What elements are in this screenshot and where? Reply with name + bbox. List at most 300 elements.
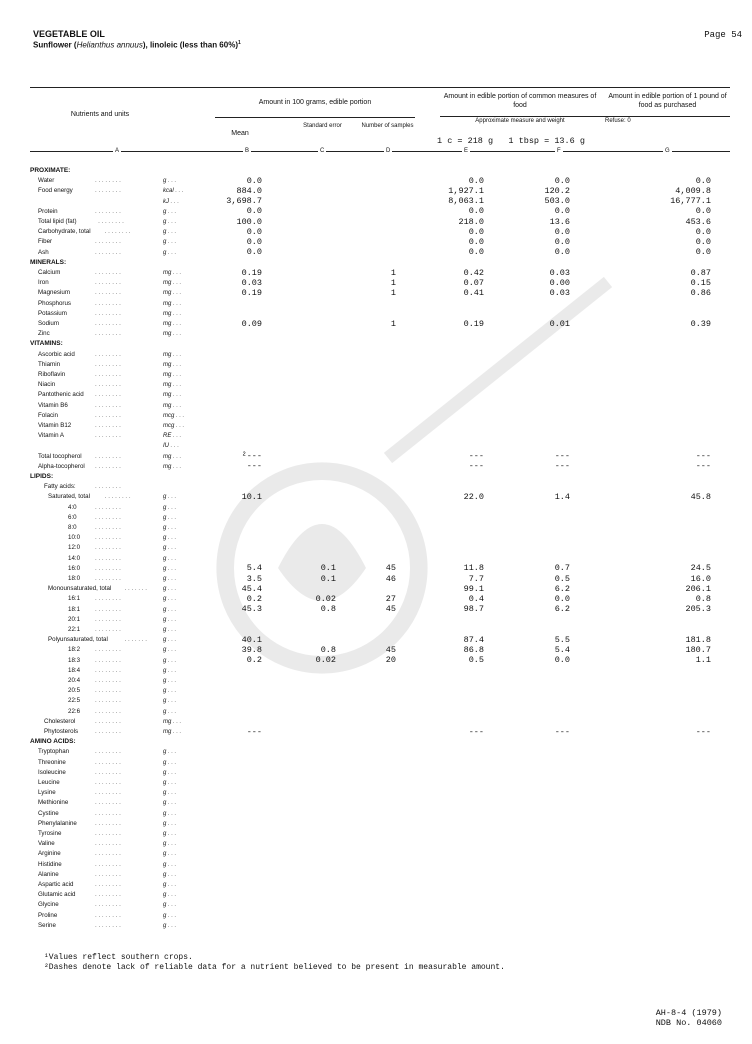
leader-dots: . . . . . . . . [95, 656, 121, 664]
unit-label: g . . . [163, 667, 177, 674]
cell-e: 0.4 [468, 593, 484, 604]
unit-label: g . . . [163, 535, 177, 542]
leader-dots: . . . . . . . . [95, 697, 121, 705]
cell-c: 0.02 [315, 593, 336, 604]
unit-label: g . . . [163, 769, 177, 776]
nutrient-label: 8:0 [68, 524, 77, 531]
unit-label: g . . . [163, 647, 177, 654]
nutrient-label: 14:0 [68, 554, 81, 562]
leader-dots: . . . . . . . . [95, 381, 121, 389]
nutrient-label: 16:0 [68, 564, 81, 572]
unit-label: g . . . [163, 219, 177, 225]
section-heading: VITAMINS: [30, 340, 63, 348]
cell-e: 8,063.1 [448, 196, 484, 207]
leader-dots: . . . . . . . . [95, 187, 121, 195]
cell-d: 20 [385, 655, 396, 666]
cell-e: 7.7 [468, 573, 484, 584]
leader-dots: . . . . . . . . [95, 564, 121, 572]
section-heading: LIPIDS: [30, 473, 54, 480]
cell-g: 0.0 [695, 206, 711, 217]
unit-label: g . . . [163, 586, 177, 593]
unit-label: g . . . [163, 871, 177, 878]
cell-e: 99.1 [463, 583, 484, 594]
unit-label: g . . . [163, 249, 177, 256]
leader-dots: . . . . . . . . [95, 768, 121, 776]
nutrient-label: Total lipid (fat) [38, 218, 77, 225]
nutrient-label: Ascorbic acid [38, 350, 75, 358]
nutrient-label: Calcium [38, 269, 61, 276]
cell-f: 13.6 [549, 216, 570, 227]
cell-e: --- [468, 726, 484, 737]
cell-e: --- [468, 451, 484, 462]
unit-label: g . . . [163, 749, 177, 756]
cell-f: 0.0 [554, 593, 570, 604]
leader-dots: . . . . . . . . [95, 646, 121, 654]
nutrient-label: Glutamic acid [38, 891, 76, 899]
cell-e: 218.0 [458, 216, 484, 227]
nutrient-label: Tryptophan [38, 748, 70, 756]
publication-stamp [656, 1008, 722, 1028]
leader-dots: . . . . . . . . [95, 177, 121, 185]
leader-dots: . . . . . . . . [95, 524, 121, 531]
leader-dots: . . . . . . . . [95, 799, 121, 807]
unit-label: g . . . [163, 790, 177, 797]
unit-label: g . . . [163, 208, 177, 215]
page-number: Page 54 [704, 30, 742, 40]
leader-dots: . . . . . . . . [95, 534, 121, 542]
cell-mean: 100.0 [236, 216, 262, 227]
cell-mean: 40.1 [241, 634, 262, 645]
cell-mean: 0.19 [241, 287, 262, 298]
leader-dots: . . . . . . . . [95, 207, 121, 215]
document-title: VEGETABLE OIL [33, 29, 105, 39]
leader-dots: . . . . . . . . [95, 789, 121, 797]
nutrient-label: Glycine [38, 901, 59, 909]
nutrient-label: Pantothenic acid [38, 391, 84, 399]
cell-d: 45 [385, 604, 396, 615]
nutrient-label: Arginine [38, 850, 61, 858]
cell-e: 1,927.1 [448, 185, 484, 196]
leader-dots: . . . . . . . . [95, 513, 121, 521]
cell-mean: 0.2 [246, 655, 262, 666]
cell-e: 0.0 [468, 247, 484, 258]
leader-dots: . . . . . . . . [95, 320, 121, 327]
cell-f: 6.2 [554, 583, 570, 594]
unit-label: mg . . . [163, 270, 182, 276]
unit-label: g . . . [163, 494, 177, 501]
column-header-number-of-samples: Number of samples [361, 123, 414, 129]
nutrient-label: Fiber [38, 238, 53, 246]
nutrient-label: 18:0 [68, 575, 81, 582]
nutrient-label: 4:0 [68, 503, 77, 511]
cell-mean: 0.0 [246, 247, 262, 258]
cell-g: 205.3 [685, 604, 711, 615]
unit-label: kcal . . . [163, 188, 184, 195]
footnote-ref: 1 [237, 40, 241, 46]
cell-g: 0.8 [695, 593, 711, 604]
nutrient-label: Polyunsaturated, total [48, 636, 108, 644]
unit-label: g . . . [163, 800, 177, 807]
nutrient-label: 18:1 [68, 605, 81, 613]
unit-label: mg . . . [163, 453, 182, 460]
nutrient-label: Sodium [38, 320, 59, 327]
cell-mean: 0.19 [241, 267, 262, 278]
cell-f: --- [554, 461, 570, 472]
column-header-approx-measure: Approximate measure and weight [475, 118, 565, 124]
cell-f: 0.03 [549, 267, 570, 278]
column-letter-e: E [464, 148, 469, 154]
nutrient-label: Vitamin A [38, 432, 65, 440]
leader-dots: . . . . . . . . [95, 411, 121, 419]
nutrient-label: Fatty acids: [44, 483, 76, 491]
unit-label: mg . . . [163, 361, 182, 368]
header-top-rule [30, 87, 730, 88]
cell-d: 45 [385, 563, 396, 574]
leader-dots: . . . . . . . . [95, 452, 121, 460]
nutrient-label: Folacin [38, 411, 58, 419]
leader-dots: . . . . . . . . [95, 840, 121, 848]
unit-label: g . . . [163, 616, 177, 623]
nutrient-label: Ash [38, 248, 49, 256]
column-letter-a: A [115, 148, 120, 154]
unit-label: g . . . [163, 545, 177, 552]
unit-label: mg . . . [163, 300, 182, 307]
unit-label: mg . . . [163, 463, 182, 470]
cell-mean: 0.0 [246, 236, 262, 247]
nutrient-label: 22:6 [68, 707, 81, 715]
unit-label: mg . . . [163, 382, 182, 389]
unit-label: mg . . . [163, 331, 182, 338]
cell-f: 1.4 [554, 491, 570, 502]
leader-dots: . . . . . . . . [95, 615, 121, 623]
cell-e: 0.0 [468, 175, 484, 186]
unit-label: g . . . [163, 525, 177, 531]
cell-e: --- [468, 461, 484, 472]
nutrient-label: Protein [38, 207, 58, 215]
unit-label: mcg . . . [163, 412, 185, 419]
nutrient-label: Saturated, total [48, 493, 90, 501]
unit-label: g . . . [163, 810, 177, 817]
nutrient-label: Vitamin B12 [38, 422, 72, 429]
leader-dots: . . . . . . . . [95, 279, 121, 287]
cell-d: 1 [390, 287, 396, 298]
leader-dots: . . . . . . . . [95, 911, 121, 919]
leader-dots: . . . . . . . . [95, 819, 121, 827]
leader-dots: . . . . . . . . [95, 809, 121, 817]
cell-e: 0.0 [468, 226, 484, 237]
cell-c: 0.8 [320, 644, 336, 655]
cell-mean: ²--- [241, 451, 262, 462]
nutrient-label: Cystine [38, 809, 59, 817]
column-letter-c: C [320, 148, 325, 154]
leader-dots: . . . . . . . . [104, 493, 131, 501]
leader-dots: . . . . . . . . [95, 850, 121, 858]
cell-g: 206.1 [685, 583, 711, 594]
cell-e: 0.42 [463, 267, 484, 278]
leader-dots: . . . . . . . [124, 636, 147, 644]
cell-e: 0.41 [463, 287, 484, 298]
nutrient-label: Isoleucine [38, 768, 66, 776]
unit-label: g . . . [163, 912, 177, 919]
footnote-2: ²Dashes denote lack of reliable data for a nutrient believed to be present in measurable amount. [44, 963, 505, 972]
unit-label: g . . . [163, 657, 177, 664]
cell-f: 120.2 [544, 185, 570, 196]
cell-f: 503.0 [544, 196, 570, 207]
leader-dots: . . . . . . . . [95, 432, 121, 440]
unit-label: mg . . . [163, 280, 182, 287]
leader-dots: . . . . . . . . [95, 626, 121, 633]
cell-c: 0.02 [315, 655, 336, 666]
nutrient-label: 6:0 [68, 513, 77, 521]
unit-label: g . . . [163, 922, 177, 929]
cell-mean: 39.8 [241, 644, 262, 655]
common-measures-rule [440, 116, 730, 117]
nutrient-label: Tyrosine [38, 830, 62, 837]
cell-g: 45.8 [690, 491, 711, 502]
nutrient-label: Iron [38, 279, 49, 287]
cell-c: 0.1 [320, 563, 336, 574]
cell-g: 0.86 [690, 287, 711, 298]
cell-g: 16,777.1 [670, 196, 711, 207]
unit-label: g . . . [163, 229, 177, 236]
cell-g: --- [695, 726, 711, 737]
column-header-standard-error: Standard error [303, 123, 342, 129]
leader-dots: . . . . . . . . [95, 238, 121, 246]
unit-label: g . . . [163, 698, 177, 705]
nutrient-label: Phytosterols [44, 728, 79, 735]
leader-dots: . . . . . . . . [95, 269, 121, 276]
cell-g: 0.15 [690, 277, 711, 288]
section-heading: MINERALS: [30, 258, 67, 266]
nutrient-label: Serine [38, 921, 56, 929]
unit-label: g . . . [163, 606, 177, 613]
unit-label: mg . . . [163, 372, 182, 378]
leader-dots: . . . . . . . . [95, 391, 121, 399]
cell-f: 0.01 [549, 318, 570, 329]
cell-mean: 0.2 [246, 593, 262, 604]
unit-label: RE . . . [163, 433, 182, 440]
unit-label: g . . . [163, 892, 177, 899]
cell-f: 0.00 [549, 277, 570, 288]
cell-f: --- [554, 726, 570, 737]
cell-g: 0.0 [695, 247, 711, 258]
cell-g: --- [695, 451, 711, 462]
cell-e: 11.8 [463, 563, 484, 574]
cell-f: 0.0 [554, 236, 570, 247]
leader-dots: . . . . . . . . [95, 758, 121, 766]
leader-dots: . . . . . . . . [95, 921, 121, 929]
cell-c: 0.1 [320, 573, 336, 584]
cell-mean: 884.0 [236, 185, 262, 196]
cell-f: 0.7 [554, 563, 570, 574]
leader-dots: . . . . . . . . [95, 881, 121, 888]
leader-dots: . . . . . . . . [95, 728, 121, 735]
cell-g: 1.1 [695, 655, 711, 666]
cell-g: 0.0 [695, 236, 711, 247]
leader-dots: . . . . . . . . [95, 422, 121, 429]
cell-f: 6.2 [554, 604, 570, 615]
column-letter-d: D [386, 148, 391, 154]
column-letter-f: F [557, 148, 561, 154]
unit-label: g . . . [163, 627, 177, 633]
nutrient-label: Methionine [38, 799, 69, 807]
cell-e: 0.5 [468, 655, 484, 666]
leader-dots: . . . . . . . . [95, 901, 121, 909]
cell-g: 0.0 [695, 175, 711, 186]
unit-label: IU . . . [163, 443, 180, 450]
cell-mean: --- [246, 461, 262, 472]
unit-label: mg . . . [163, 321, 182, 327]
cell-f: 0.03 [549, 287, 570, 298]
leader-dots: . . . . . . . . [95, 595, 121, 603]
leader-dots: . . . . . . . . [95, 687, 121, 695]
column-header-per-pound: Amount in edible portion of 1 pound of food as purchased [608, 93, 727, 109]
cell-d: 1 [390, 318, 396, 329]
cell-f: 0.5 [554, 573, 570, 584]
nutrient-label: Vitamin B6 [38, 401, 68, 409]
cell-mean: 10.1 [241, 491, 262, 502]
cell-mean: 45.3 [241, 604, 262, 615]
publication-code: AH-8-4 (1979) [655, 1008, 722, 1018]
nutrient-label: 10:0 [68, 534, 81, 542]
leader-dots: . . . . . . . . [95, 677, 121, 684]
leader-dots: . . . . . . . . [95, 605, 121, 613]
nutrient-label: Thiamin [38, 360, 61, 368]
unit-label: mcg . . . [163, 423, 185, 429]
nutrient-label: Aspartic acid [38, 881, 74, 888]
unit-label: kJ . . . [163, 198, 180, 205]
leader-dots: . . . . . . . . [95, 299, 121, 307]
nutrient-label: Cholesterol [44, 717, 76, 725]
unit-label: g . . . [163, 576, 177, 582]
nutrient-label: Total tocopherol [38, 452, 82, 460]
unit-label: g . . . [163, 882, 177, 888]
cell-mean: 5.4 [246, 563, 262, 574]
leader-dots: . . . . . . . . [95, 289, 121, 297]
nutrient-label: 20:4 [68, 677, 81, 684]
unit-label: g . . . [163, 678, 177, 684]
nutrient-label: Phosphorus [38, 299, 72, 307]
cell-g: 180.7 [685, 644, 711, 655]
unit-label: mg . . . [163, 392, 182, 399]
cell-g: 453.6 [685, 216, 711, 227]
leader-dots: . . . . . . . . [95, 544, 121, 552]
cell-e: 86.8 [463, 644, 484, 655]
nutrient-label: 18:4 [68, 666, 81, 674]
cell-d: 27 [385, 593, 396, 604]
footnote-1: ¹Values reflect southern crops. [44, 953, 193, 962]
leader-dots: . . . . . . . . [95, 330, 121, 338]
cell-e: 22.0 [463, 491, 484, 502]
leader-dots: . . . . . . . . [95, 779, 121, 786]
common-measure-weights: 1 c = 218 g 1 tbsp = 13.6 g [437, 136, 585, 146]
refuse-value: Refuse: 0 [605, 118, 631, 124]
column-header-mean: Mean [231, 130, 249, 137]
leader-dots: . . . . . . . . [95, 860, 121, 868]
nutrient-label: Threonine [38, 758, 66, 766]
section-heading: AMINO ACIDS: [30, 738, 76, 746]
cell-mean: --- [246, 726, 262, 737]
cell-g: 0.87 [690, 267, 711, 278]
cell-g: 0.0 [695, 226, 711, 237]
nutrient-label: Water [38, 177, 55, 185]
unit-label: g . . . [163, 504, 177, 511]
unit-label: g . . . [163, 688, 177, 695]
cell-d: 46 [385, 573, 396, 584]
nutrient-label: 18:2 [68, 646, 81, 654]
cell-f: 0.0 [554, 226, 570, 237]
unit-label: g . . . [163, 708, 177, 715]
leader-dots: . . . . . . . . [95, 248, 121, 256]
leader-dots: . . . . . . . . [95, 575, 121, 582]
document-subtitle: Sunflower (Helianthus annuus), linoleic (less than 60%)$^1$ [33, 40, 241, 50]
cell-d: 1 [390, 267, 396, 278]
cell-f: 0.0 [554, 247, 570, 258]
nutrient-label: 18:3 [68, 656, 81, 664]
nutrient-label: Lysine [38, 789, 56, 797]
nutrient-label: Monounsaturated, total [48, 585, 112, 593]
nutrient-label: 12:0 [68, 544, 81, 552]
nutrient-label: Phenylalanine [38, 819, 77, 827]
unit-label: g . . . [163, 565, 177, 572]
unit-label: mg . . . [163, 729, 182, 735]
leader-dots: . . . . . . . [124, 585, 147, 593]
nutrient-label: Leucine [38, 779, 60, 786]
unit-label: g . . . [163, 902, 177, 909]
cell-g: 24.5 [690, 563, 711, 574]
nutrient-label: Alanine [38, 870, 59, 878]
unit-label: mg . . . [163, 402, 182, 409]
leader-dots: . . . . . . . . [95, 870, 121, 878]
nutrient-label: 20:1 [68, 615, 81, 623]
leader-dots: . . . . . . . . [95, 371, 121, 378]
unit-label: g . . . [163, 596, 177, 603]
unit-label: g . . . [163, 851, 177, 858]
nutrient-label: Potassium [38, 309, 67, 317]
leader-dots: . . . . . . . . [95, 830, 121, 837]
cell-e: 87.4 [463, 634, 484, 645]
unit-label: g . . . [163, 820, 177, 827]
unit-label: mg . . . [163, 290, 182, 297]
cell-f: 5.4 [554, 644, 570, 655]
leader-dots: . . . . . . . . [95, 503, 121, 511]
unit-label: g . . . [163, 637, 177, 644]
section-heading: PROXIMATE: [30, 167, 71, 174]
column-letter-rule [30, 151, 730, 152]
cell-mean: 0.09 [241, 318, 262, 329]
unit-label: g . . . [163, 555, 177, 562]
unit-label: mg . . . [163, 718, 182, 725]
unit-label: g . . . [163, 514, 177, 521]
amount-100g-rule [215, 117, 415, 118]
cell-mean: 0.0 [246, 206, 262, 217]
nutrient-label: Histidine [38, 860, 62, 868]
unit-label: g . . . [163, 861, 177, 868]
column-header-nutrients: Nutrients and units [70, 111, 130, 118]
unit-label: g . . . [163, 239, 177, 246]
unit-label: g . . . [163, 831, 177, 837]
column-header-amount-100g: Amount in 100 grams, edible portion [258, 99, 372, 106]
cell-g: --- [695, 461, 711, 472]
leader-dots: . . . . . . . . [95, 350, 121, 358]
nutrient-label: 20:5 [68, 687, 81, 695]
leader-dots: . . . . . . . . [95, 483, 121, 491]
unit-label: g . . . [163, 178, 177, 185]
cell-mean: 45.4 [241, 583, 262, 594]
species-name: Helianthus annuus [76, 40, 143, 50]
cell-g: 4,009.8 [675, 185, 711, 196]
ndb-number: NDB No. 04060 [655, 1018, 722, 1028]
